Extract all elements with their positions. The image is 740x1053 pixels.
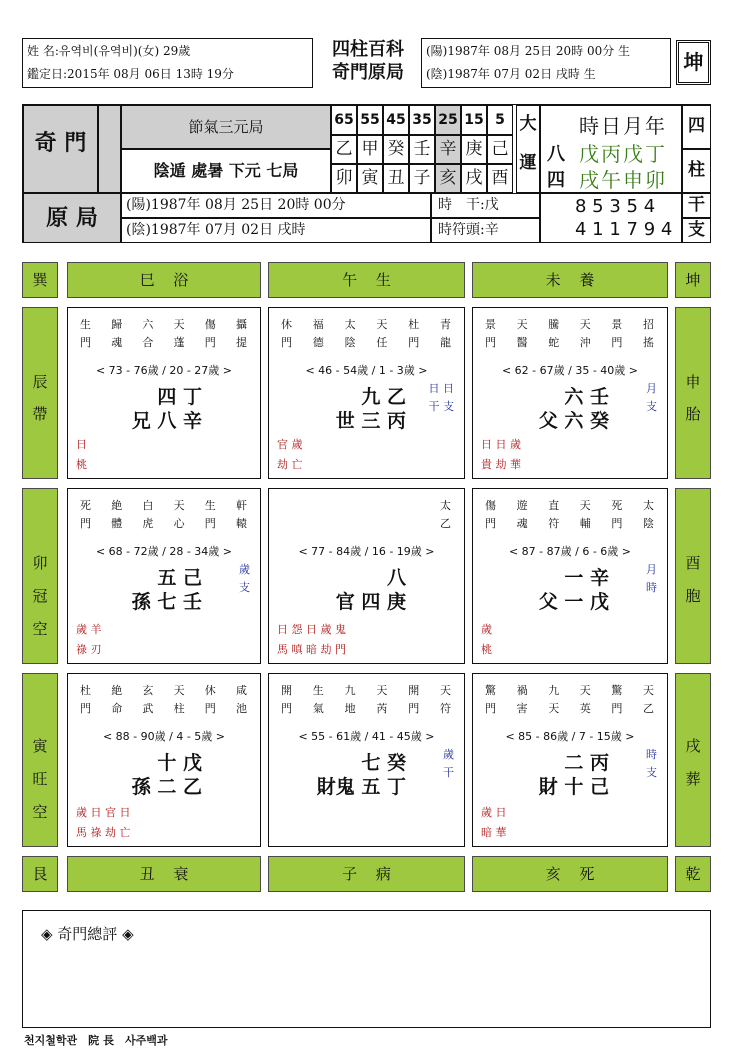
palace-star: 杜 — [80, 684, 91, 697]
palace-star: 天 — [548, 702, 560, 715]
palace-star: 門 — [485, 336, 496, 349]
palace-star: 玄 — [142, 684, 154, 697]
daeun-stem: 己 — [487, 135, 513, 164]
palace-star: 英 — [579, 702, 591, 715]
palace-star — [281, 515, 293, 531]
col-label-2: 柱 — [682, 149, 711, 193]
daeun-branch: 亥 — [435, 164, 461, 193]
palace-red-note-2: 暗 華 — [481, 826, 507, 839]
palace-star: 地 — [344, 702, 356, 715]
palace-star-row — [68, 316, 260, 332]
palace-star: 白 — [142, 499, 154, 512]
palace-star — [345, 515, 357, 531]
label-qimen: 奇 門 — [23, 105, 98, 193]
palace-star: 門 — [485, 517, 496, 530]
palace-star: 生 — [312, 684, 324, 697]
palace-star: 轅 — [235, 517, 247, 530]
palace-blue-note: 歲 支 — [239, 563, 250, 594]
palace-star: 門 — [80, 336, 91, 349]
palace-red-note-1: 官 歲 — [277, 438, 303, 451]
palace-blue-note: 時 支 — [646, 748, 657, 779]
birth-dates-box — [421, 38, 671, 88]
palace-star — [376, 515, 388, 531]
palace-star: 休 — [204, 684, 216, 697]
gray-spacer — [98, 105, 121, 193]
right-you-bao — [675, 488, 711, 664]
right-bao: 胞 — [685, 587, 701, 605]
palace-lower-line: 兄 八 辛 — [131, 410, 202, 432]
palace-star: 天 — [579, 499, 591, 512]
palace-star-row — [269, 515, 464, 531]
daeun-stem: 庚 — [461, 135, 487, 164]
palace-star: 死 — [80, 499, 91, 512]
palace-cell — [472, 488, 668, 664]
palace-star: 門 — [204, 336, 216, 349]
col-label-4: 支 — [682, 218, 711, 243]
palace-star: 武 — [142, 702, 154, 715]
palace-star: 攝 — [235, 318, 247, 331]
client-name: 姓 名:유역비(유역비)(女) 29歲 — [27, 44, 191, 58]
palace-star: 心 — [173, 517, 185, 530]
palace-star — [376, 497, 388, 513]
ba-label: 八 — [547, 144, 565, 165]
palace-red-note-1: 日 怨 日 歲 鬼 — [277, 623, 346, 636]
palace-star-row — [473, 700, 667, 716]
palace-cell — [472, 307, 668, 479]
palace-lower-line: 孫 七 壬 — [131, 591, 202, 613]
palace-star: 合 — [142, 336, 154, 349]
palace-red-note-1: 日 日 歲 — [481, 438, 521, 451]
palace-lower-line: 世 三 丙 — [335, 410, 406, 432]
palace-upper-line: 九 乙 — [361, 386, 406, 408]
palace-red-note-1: 日 — [76, 438, 87, 451]
palace-star: 魂 — [516, 517, 528, 530]
palace-upper-line: 七 癸 — [361, 752, 406, 774]
left-chen: 辰 — [32, 373, 48, 391]
palace-star: 太 — [439, 499, 451, 512]
daeun-age: 25 — [435, 105, 461, 135]
palace-star: 驚 — [485, 684, 496, 697]
palace-star: 太 — [642, 499, 654, 512]
palace-star — [408, 497, 420, 513]
palace-star: 害 — [516, 702, 528, 715]
palace-star: 門 — [611, 702, 623, 715]
palace-star: 天 — [376, 684, 388, 697]
palace-red-note-1: 歲 日 官 日 — [76, 806, 131, 819]
palace-star-row — [269, 334, 464, 350]
palace-lower-line: 父 一 戊 — [538, 591, 609, 613]
palace-red-note-1: 歲 日 — [481, 806, 507, 819]
left-mao-guan — [22, 488, 58, 664]
daeun-branch: 卯 — [331, 164, 357, 193]
pillar-stems: 戊丙戊丁 — [579, 142, 667, 166]
palace-star: 符 — [548, 517, 560, 530]
solar-birth: (陽)1987年 08月 25日 20時 00分 生 — [426, 44, 631, 58]
right-shen-tai — [675, 307, 711, 479]
daeun-stem: 甲 — [357, 135, 383, 164]
footer-text: 천지철학관 院 長 사주백과 — [24, 1034, 168, 1047]
palace-star: 醫 — [516, 336, 528, 349]
bottom-zi-bing: 子 病 — [268, 856, 465, 892]
palace-star-row — [269, 497, 464, 513]
shi-gan: 時 干:戊 — [431, 193, 540, 218]
palace-star: 絶 — [111, 499, 123, 512]
palace-upper-line: 一 辛 — [564, 567, 609, 589]
palace-star: 虎 — [142, 517, 154, 530]
palace-red-note-2: 桃 — [481, 643, 492, 656]
daeun-label-1: 大 — [519, 114, 537, 134]
palace-star: 騰 — [548, 318, 560, 331]
client-info-box — [22, 38, 313, 88]
palace-star: 咸 — [235, 684, 247, 697]
palace-star: 遊 — [516, 499, 528, 512]
palace-star: 門 — [80, 702, 91, 715]
palace-star: 任 — [376, 336, 388, 349]
palace-star — [313, 515, 325, 531]
jieqi-header: 節氣三元局 — [121, 105, 331, 149]
daeun-stem: 乙 — [331, 135, 357, 164]
palace-star: 傷 — [485, 499, 496, 512]
top-wu-sheng: 午 生 — [268, 262, 465, 298]
col-label-3: 干 — [682, 193, 711, 218]
daeun-branch: 酉 — [487, 164, 513, 193]
palace-star: 杜 — [408, 318, 420, 331]
palace-upper-line: 十 戊 — [157, 752, 202, 774]
palace-cell — [268, 307, 465, 479]
pillars-box — [540, 105, 682, 193]
num-row-2: 4 1 1 7 9 4 — [575, 219, 673, 240]
jieqi-value: 陰遁 處暑 下元 七局 — [121, 149, 331, 193]
corner-kun: 坤 — [675, 262, 711, 298]
overall-title: ◈ 奇門總評 ◈ — [41, 925, 134, 943]
palace-star: 門 — [611, 517, 623, 530]
lunar-birth: (陰)1987年 07月 02日 戌時 生 — [426, 67, 596, 81]
palace-cell — [472, 673, 668, 847]
palace-star-row — [473, 515, 667, 531]
palace-star: 門 — [611, 336, 623, 349]
gua-badge: 坤 — [676, 40, 711, 85]
daeun-branch: 寅 — [357, 164, 383, 193]
palace-star: 門 — [80, 517, 91, 530]
daeun-age: 5 — [487, 105, 513, 135]
right-zang: 葬 — [685, 770, 701, 788]
palace-star: 陰 — [642, 517, 654, 530]
pillar-branches: 戌午申卯 — [579, 168, 667, 192]
left-yin-wang — [22, 673, 58, 847]
palace-star: 生 — [80, 318, 91, 331]
num-row-1: 8 5 3 5 4 — [575, 196, 656, 217]
palace-star: 德 — [312, 336, 324, 349]
palace-ages: < 77 - 84歲 / 16 - 19歲 > — [298, 545, 435, 558]
si-label: 四 — [547, 170, 565, 191]
daeun-stem: 辛 — [435, 135, 461, 164]
palace-blue-note: 歲 干 — [443, 748, 454, 779]
daeun-age: 45 — [383, 105, 409, 135]
palace-star: 九 — [548, 684, 560, 697]
palace-ages: < 62 - 67歲 / 35 - 40歲 > — [501, 364, 639, 377]
palace-star: 天 — [376, 318, 388, 331]
palace-cell — [67, 488, 261, 664]
palace-star-row — [269, 682, 464, 698]
palace-cell — [67, 307, 261, 479]
numbers-box — [540, 193, 682, 243]
palace-star: 青 — [439, 318, 451, 331]
palace-star-row — [473, 316, 667, 332]
palace-star — [313, 497, 325, 513]
palace-red-note-2: 祿 刃 — [76, 643, 102, 656]
left-wang: 旺 — [32, 770, 48, 788]
palace-star: 搖 — [642, 336, 654, 349]
palace-star: 生 — [204, 499, 216, 512]
palace-star: 天 — [439, 684, 451, 697]
palace-lower-line: 財鬼 五 丁 — [316, 776, 406, 798]
palace-red-note-2: 桃 — [76, 458, 87, 471]
left-kong-1: 空 — [32, 620, 48, 638]
palace-star: 太 — [344, 318, 356, 331]
palace-star: 門 — [281, 336, 292, 349]
palace-star: 軒 — [235, 499, 247, 512]
bottom-chou-shuai: 丑 衰 — [67, 856, 261, 892]
palace-star-row — [68, 334, 260, 350]
title-line-1: 四柱百科 — [332, 39, 404, 60]
palace-star: 門 — [408, 702, 420, 715]
daeun-label — [516, 105, 540, 193]
left-dai: 帶 — [32, 405, 48, 423]
palace-red-note-2: 馬 嗔 暗 劫 門 — [277, 643, 346, 656]
daeun-age: 15 — [461, 105, 487, 135]
bottom-hai-si: 亥 死 — [472, 856, 668, 892]
palace-star: 開 — [408, 684, 420, 697]
palace-star-row — [269, 700, 464, 716]
shi-fu-tou: 時符頭:辛 — [431, 218, 540, 243]
palace-upper-line: 五 己 — [157, 567, 202, 589]
palace-red-note-1: 歲 羊 — [76, 623, 102, 636]
palace-star: 天 — [579, 318, 591, 331]
palace-star: 歸 — [111, 318, 123, 331]
palace-star-row — [473, 497, 667, 513]
palace-star-row — [473, 334, 667, 350]
right-tai: 胎 — [685, 405, 701, 423]
palace-star: 門 — [485, 702, 496, 715]
daeun-branch: 戌 — [461, 164, 487, 193]
palace-star: 符 — [439, 702, 451, 715]
label-yuanju: 原 局 — [23, 193, 121, 243]
palace-star: 景 — [485, 318, 496, 331]
palace-ages: < 55 - 61歲 / 41 - 45歲 > — [298, 730, 435, 743]
palace-star — [281, 497, 293, 513]
report-title — [320, 38, 416, 88]
palace-star-row — [269, 316, 464, 332]
palace-star: 門 — [204, 517, 216, 530]
palace-star: 沖 — [579, 336, 591, 349]
corner-qian: 乾 — [675, 856, 711, 892]
palace-star: 福 — [312, 318, 324, 331]
palace-ages: < 73 - 76歲 / 20 - 27歲 > — [95, 364, 233, 377]
palace-ages: < 46 - 54歲 / 1 - 3歲 > — [305, 364, 428, 377]
left-yin: 寅 — [32, 737, 48, 755]
title-line-2: 奇門原局 — [332, 62, 404, 83]
palace-star: 乙 — [439, 517, 451, 530]
palace-red-note-1: 歲 — [481, 623, 492, 636]
palace-star: 天 — [173, 499, 185, 512]
palace-upper-line: 八 — [386, 567, 406, 589]
palace-star: 驚 — [611, 684, 623, 697]
top-wei-yang: 未 養 — [472, 262, 668, 298]
palace-star: 提 — [235, 336, 247, 349]
palace-blue-note: 月 時 — [646, 563, 657, 594]
palace-star-row — [68, 515, 260, 531]
corner-gen: 艮 — [22, 856, 58, 892]
palace-lower-line: 父 六 癸 — [538, 410, 609, 432]
palace-star: 六 — [142, 318, 154, 331]
palace-star: 天 — [173, 318, 185, 331]
appraisal-date: 鑑定日:2015年 08月 06日 13時 19分 — [27, 67, 234, 81]
palace-star: 氣 — [312, 702, 324, 715]
palace-upper-line: 二 丙 — [564, 752, 609, 774]
palace-ages: < 87 - 87歲 / 6 - 6歲 > — [508, 545, 632, 558]
palace-upper-line: 四 丁 — [157, 386, 202, 408]
col-label-1: 四 — [682, 105, 711, 149]
palace-blue-note: 日 日 干 支 — [428, 382, 454, 413]
daeun-age: 65 — [331, 105, 357, 135]
palace-star: 乙 — [642, 702, 654, 715]
palace-cell — [268, 673, 465, 847]
palace-star: 芮 — [376, 702, 388, 715]
palace-star-row — [68, 497, 260, 513]
right-shen: 申 — [685, 373, 701, 391]
palace-star: 命 — [111, 702, 123, 715]
left-guan: 冠 — [32, 587, 48, 605]
palace-star: 蓬 — [173, 336, 185, 349]
palace-star: 柱 — [173, 702, 185, 715]
palace-star: 休 — [281, 318, 292, 331]
palace-lower-line: 孫 二 乙 — [131, 776, 202, 798]
daeun-age: 55 — [357, 105, 383, 135]
daeun-stem: 癸 — [383, 135, 409, 164]
palace-star: 直 — [548, 499, 560, 512]
palace-lower-line: 財 十 己 — [538, 776, 609, 798]
palace-star: 天 — [579, 684, 591, 697]
palace-star: 門 — [204, 702, 216, 715]
palace-cell — [67, 673, 261, 847]
palace-star: 絶 — [111, 684, 123, 697]
palace-lower-line: 官 四 庚 — [335, 591, 406, 613]
palace-star: 天 — [173, 684, 185, 697]
palace-star: 景 — [611, 318, 623, 331]
palace-star: 死 — [611, 499, 623, 512]
palace-star: 魂 — [111, 336, 123, 349]
palace-star — [408, 515, 420, 531]
palace-star — [345, 497, 357, 513]
palace-star: 龍 — [439, 336, 451, 349]
palace-star-row — [68, 682, 260, 698]
summary-table — [22, 104, 711, 243]
palace-star-row — [68, 700, 260, 716]
right-xu-zang — [675, 673, 711, 847]
daeun-branch: 丑 — [383, 164, 409, 193]
overall-evaluation-box — [22, 910, 711, 1028]
palace-ages: < 85 - 86歲 / 7 - 15歲 > — [505, 730, 635, 743]
left-mao: 卯 — [32, 554, 48, 572]
palace-star: 陰 — [344, 336, 356, 349]
palace-ages: < 88 - 90歲 / 4 - 5歲 > — [102, 730, 226, 743]
palace-upper-line: 六 壬 — [564, 386, 609, 408]
palace-star: 九 — [344, 684, 356, 697]
palace-star: 天 — [516, 318, 528, 331]
palace-star: 池 — [235, 702, 247, 715]
corner-xun: 巽 — [22, 262, 58, 298]
palace-star: 禍 — [516, 684, 528, 697]
daeun-branch: 子 — [409, 164, 435, 193]
lunar-date: (陰)1987年 07月 02日 戌時 — [121, 218, 431, 243]
palace-star: 傷 — [204, 318, 216, 331]
palace-star: 門 — [408, 336, 420, 349]
palace-red-note-2: 馬 祿 劫 亡 — [76, 826, 131, 839]
right-xu: 戌 — [685, 737, 701, 755]
solar-date: (陽)1987年 08月 25日 20時 00分 — [121, 193, 431, 218]
palace-star: 開 — [281, 684, 292, 697]
palace-red-note-2: 劫 亡 — [277, 458, 303, 471]
daeun-age: 35 — [409, 105, 435, 135]
palace-ages: < 68 - 72歲 / 28 - 34歲 > — [95, 545, 233, 558]
top-si-yu: 巳 浴 — [67, 262, 261, 298]
palace-star: 輔 — [579, 517, 591, 530]
palace-star: 天 — [642, 684, 654, 697]
pillar-head: 時日月年 — [579, 114, 667, 138]
daeun-stem: 壬 — [409, 135, 435, 164]
palace-star: 蛇 — [548, 336, 560, 349]
palace-red-note-2: 貴 劫 華 — [481, 458, 521, 471]
palace-cell — [268, 488, 465, 664]
left-kong-2: 空 — [32, 803, 48, 821]
left-chen-dai — [22, 307, 58, 479]
palace-star-row — [473, 682, 667, 698]
palace-star: 體 — [111, 517, 123, 530]
palace-blue-note: 月 支 — [646, 382, 657, 413]
palace-star: 招 — [642, 318, 654, 331]
daeun-label-2: 運 — [519, 153, 537, 173]
palace-star: 門 — [281, 702, 292, 715]
right-you: 酉 — [685, 554, 701, 572]
